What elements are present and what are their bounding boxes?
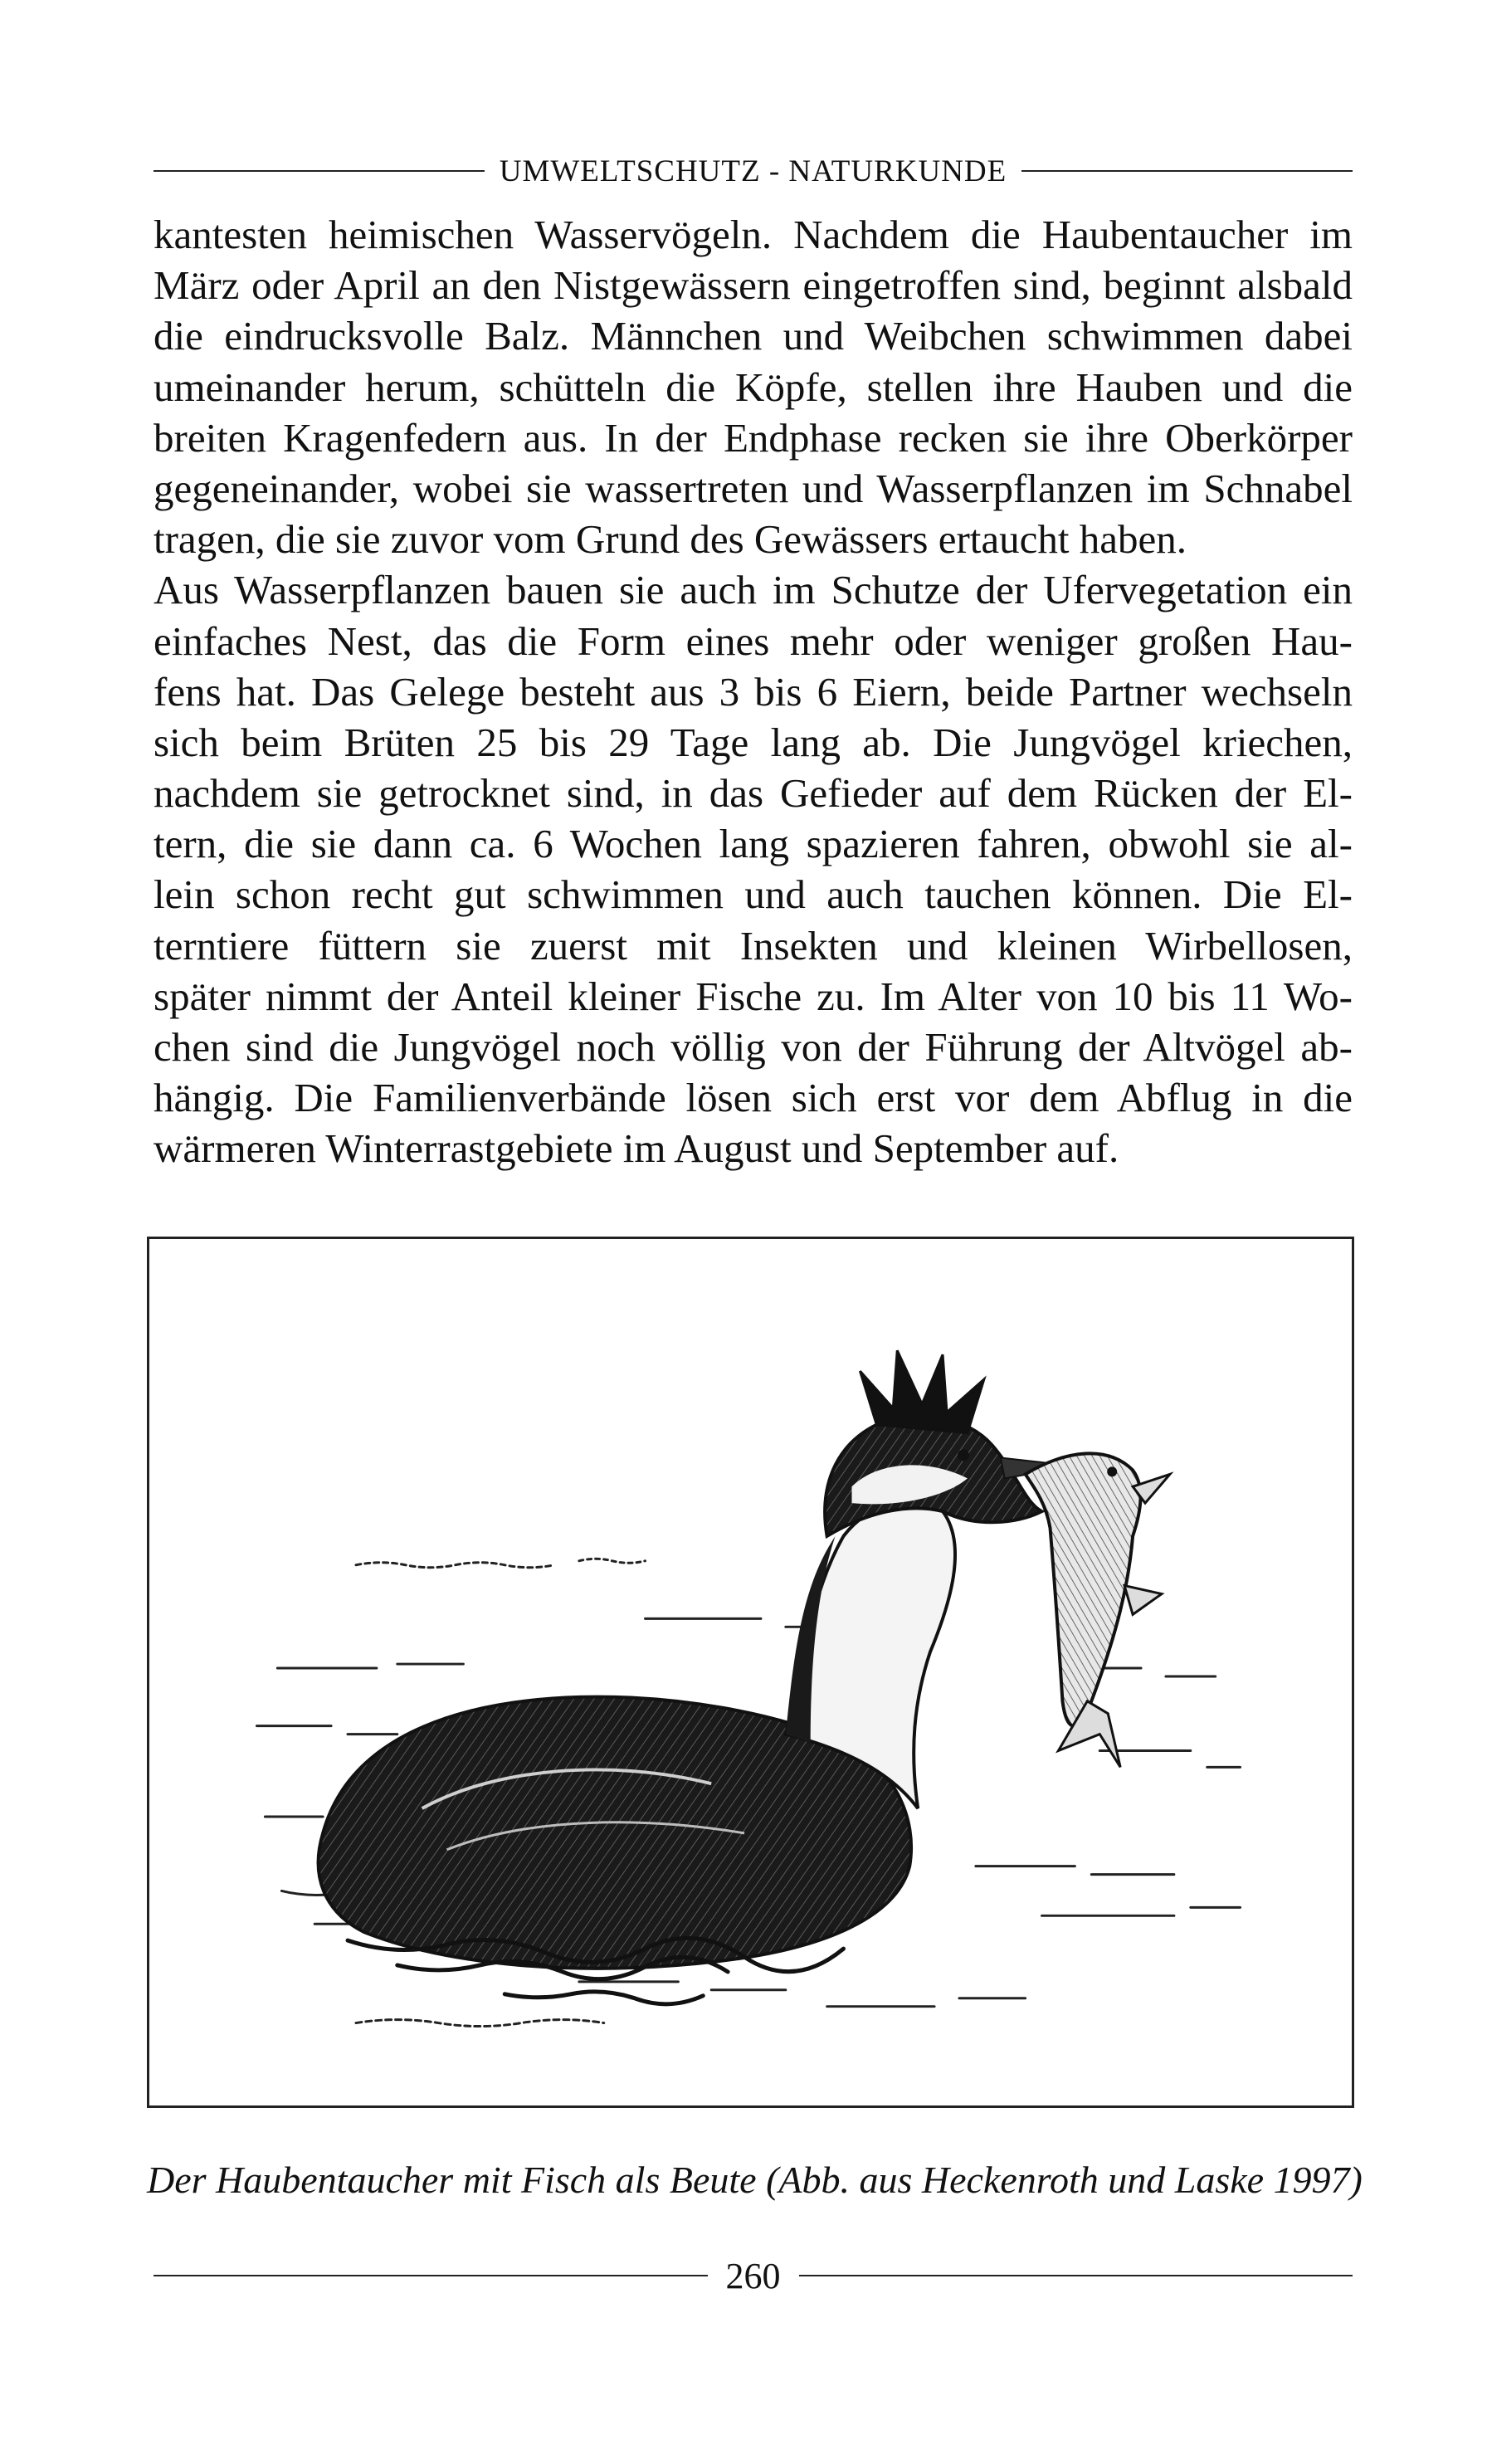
figure-caption: Der Haubentaucher mit Fisch als Beute (Abb. aus Heckenroth und Laske 1997) [147,2159,1363,2201]
grebe-body [319,1350,1075,1969]
text-line: später nimmt der Anteil kleiner Fische zu. Im Alter von 10 bis 11 Wo- [154,973,1353,1019]
text-line: Aus Wasserpflanzen bauen sie auch im Schutze der Ufervegetation ein [154,567,1353,613]
text-line: fens hat. Das Gelege besteht aus 3 bis 6 Eiern, beide Partner wechseln [154,668,1353,715]
text-line: kantesten heimischen Wasservögeln. Nachdem die Haubentaucher im [154,212,1353,257]
text-line: breiten Kragenfedern aus. In der Endphase recken sie ihre Oberkörper [154,414,1353,461]
figure-frame [147,1237,1354,2108]
header-rule-right [1021,170,1353,172]
running-title: UMWELTSCHUTZ - NATURKUNDE [499,154,1007,188]
page-number: 260 [725,2255,781,2296]
text-line: tern, die sie dann ca. 6 Wochen lang spazieren fahren, obwohl sie al- [154,821,1353,867]
text-line: März oder April an den Nistgewässern eingetroffen sind, beginnt alsbald [154,262,1353,309]
text-line: die eindrucksvolle Balz. Männchen und Weibchen schwimmen dabei [154,313,1353,359]
text-line: hängig. Die Familienverbände lösen sich erst vor dem Abflug in die [154,1075,1353,1121]
fish-prey [1026,1453,1170,1767]
running-header [154,148,1353,194]
text-line: chen sind die Jungvögel noch völlig von der Führung der Altvögel ab- [154,1024,1353,1070]
text-line: umeinander herum, schütteln die Köpfe, stellen ihre Hauben und die [154,364,1353,410]
text-line: wärmeren Winterrastgebiete im August und September auf. [154,1125,1119,1172]
text-line: lein schon recht gut schwimmen und auch tauchen können. Die El- [154,871,1353,918]
text-line: terntiere füttern sie zuerst mit Insekten und kleinen Wirbellosen, [154,922,1353,969]
text-line: sich beim Brüten 25 bis 29 Tage lang ab. Die Jungvögel kriechen, [154,719,1353,765]
header-rule-left [154,170,485,172]
footer-rule-left [154,2275,708,2276]
text-line: tragen, die sie zuvor vom Grund des Gewässers ertaucht haben. [154,516,1187,563]
page-footer [154,2251,1353,2301]
grebe-illustration [149,1239,1352,2105]
text-line: nachdem sie getrocknet sind, in das Gefieder auf dem Rücken der El- [154,770,1353,817]
body-text [154,209,1353,1174]
text-line: gegeneinander, wobei sie wassertreten und Wasserpflanzen im Schnabel [154,465,1353,511]
text-line: einfaches Nest, das die Form eines mehr oder weniger großen Hau- [154,617,1353,664]
footer-rule-right [799,2275,1353,2276]
